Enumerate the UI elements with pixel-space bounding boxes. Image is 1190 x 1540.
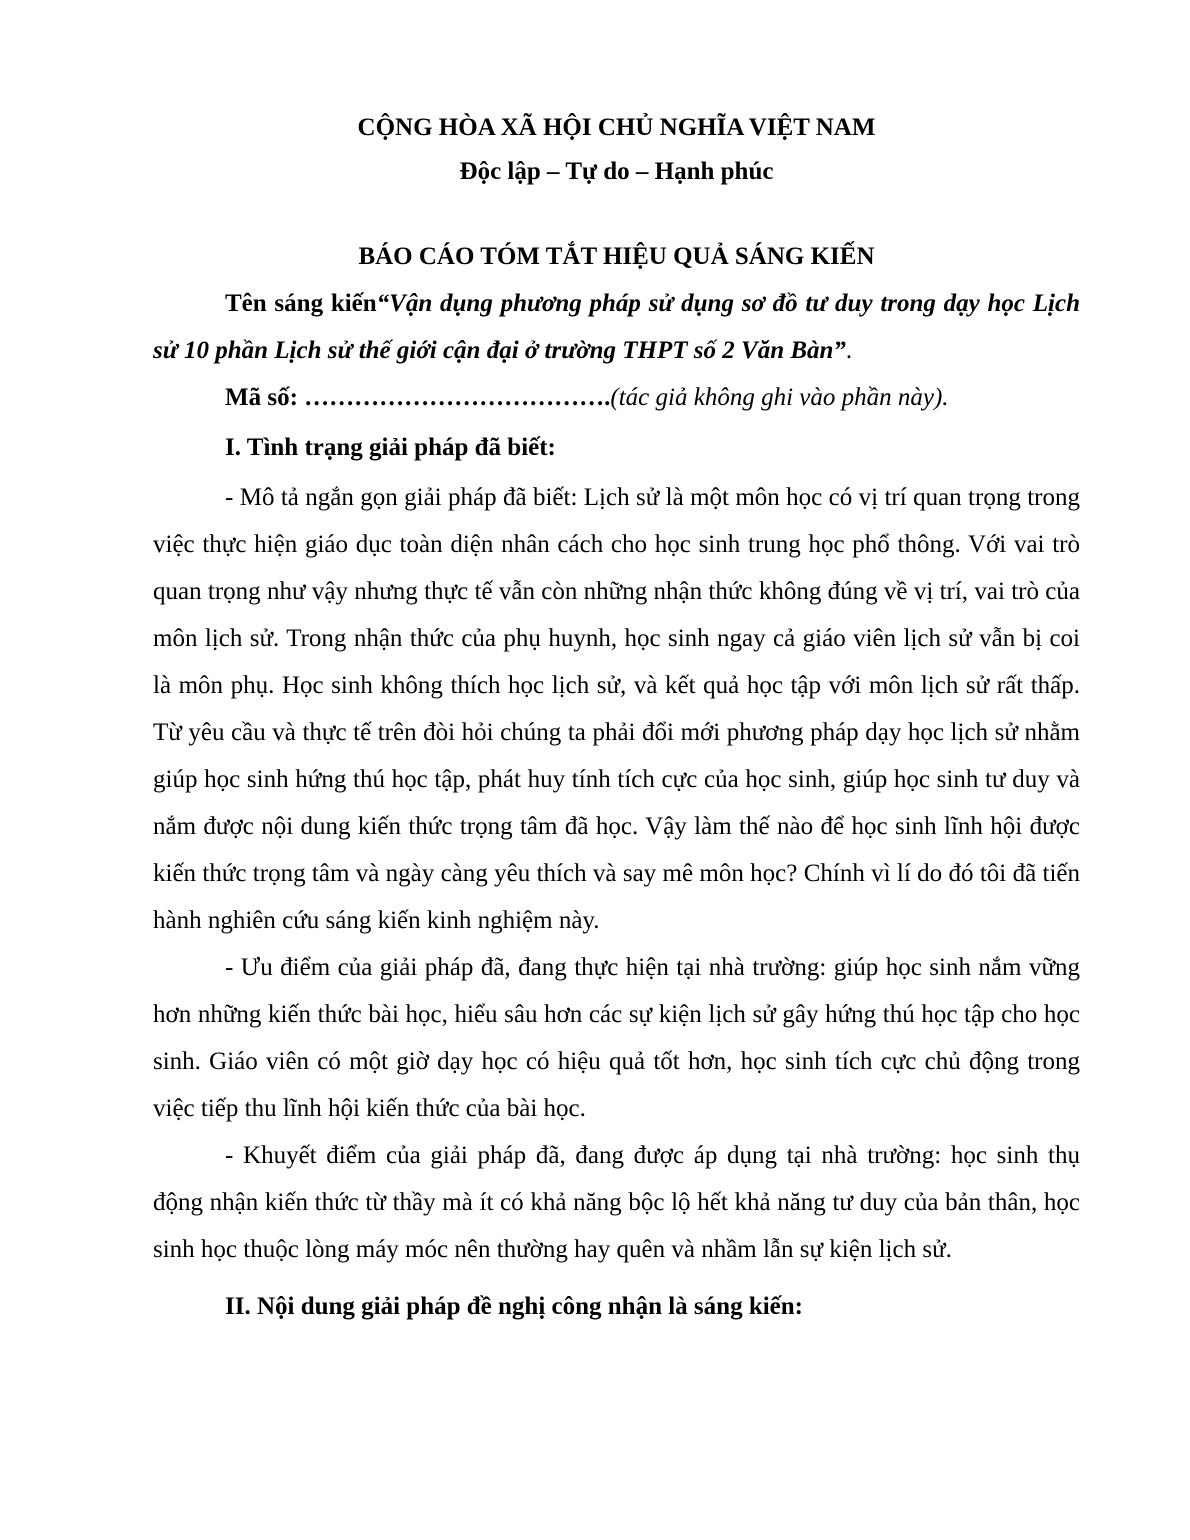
- code-label: Mã số: ……………………………….: [225, 384, 611, 411]
- initiative-name-line: [153, 280, 1080, 374]
- section-1-paragraph-advantages: - Ưu điểm của giải pháp đã, đang thực hiện tại nhà trường: giúp học sinh nắm vững hơn những kiến thức bài học, hiểu sâu hơn các sự kiện lịch sử gây hứng thú học tập cho học sinh. Giáo viên có một giờ dạy học có hiệu quả tốt hơn, học sinh tích cực chủ động trong việc tiếp thu lĩnh hội kiến thức của bài học.: [153, 954, 1080, 1122]
- national-motto: Độc lập – Tự do – Hạnh phúc: [459, 158, 774, 185]
- initiative-end: .: [845, 337, 853, 364]
- initiative-name: “Vận dụng phương pháp sử dụng sơ đồ tư duy trong dạy học Lịch sử 10 phần Lịch sử thế giới cận đại ở trường THPT số 2 Văn Bàn”: [153, 290, 1080, 364]
- code-note: (tác giả không ghi vào phần này).: [610, 384, 949, 411]
- initiative-label: Tên sáng kiến: [225, 290, 377, 317]
- document-page: [153, 108, 1080, 1330]
- report-title: BÁO CÁO TÓM TẮT HIỆU QUẢ SÁNG KIẾN: [358, 243, 875, 270]
- section-1-paragraph-description: - Mô tả ngắn gọn giải pháp đã biết: Lịch sử là một môn học có vị trí quan trọng trong việc thực hiện giáo dục toàn diện nhân cách cho học sinh trung học phổ thông. Với vai trò quan trọng như vậy nhưng thực tế vẫn còn những nhận thức không đúng về vị trí, vai trò của môn lịch sử. Trong nhận thức của phụ huynh, học sinh ngay cả giáo viên lịch sử vẫn bị coi là môn phụ. Học sinh không thích học lịch sử, và kết quả học tập với môn lịch sử rất thấp. Từ yêu cầu và thực tế trên đòi hỏi chúng ta phải đổi mới phương pháp dạy học lịch sử nhằm giúp học sinh hứng thú học tập, phát huy tính tích cực của học sinh, giúp học sinh tư duy và nắm được nội dung kiến thức trọng tâm đã học. Vậy làm thế nào để học sinh lĩnh hội được kiến thức trọng tâm và ngày càng yêu thích và say mê môn học? Chính vì lí do đó tôi đã tiến hành nghiên cứu sáng kiến kinh nghiệm này.: [153, 484, 1080, 934]
- section-1-paragraph-disadvantages: - Khuyết điểm của giải pháp đã, đang được áp dụng tại nhà trường: học sinh thụ động nhận kiến thức từ thầy mà ít có khả năng bộc lộ hết khả năng tư duy của bản thân, học sinh học thuộc lòng máy móc nên thường hay quên và nhầm lẫn sự kiện lịch sử.: [153, 1142, 1080, 1263]
- section-1-heading: I. Tình trạng giải pháp đã biết:: [225, 434, 556, 461]
- nation-header: CỘNG HÒA XÃ HỘI CHỦ NGHĨA VIỆT NAM: [357, 114, 876, 141]
- section-2-heading: II. Nội dung giải pháp đề nghị công nhận là sáng kiến:: [225, 1293, 803, 1320]
- code-line: [153, 374, 1080, 421]
